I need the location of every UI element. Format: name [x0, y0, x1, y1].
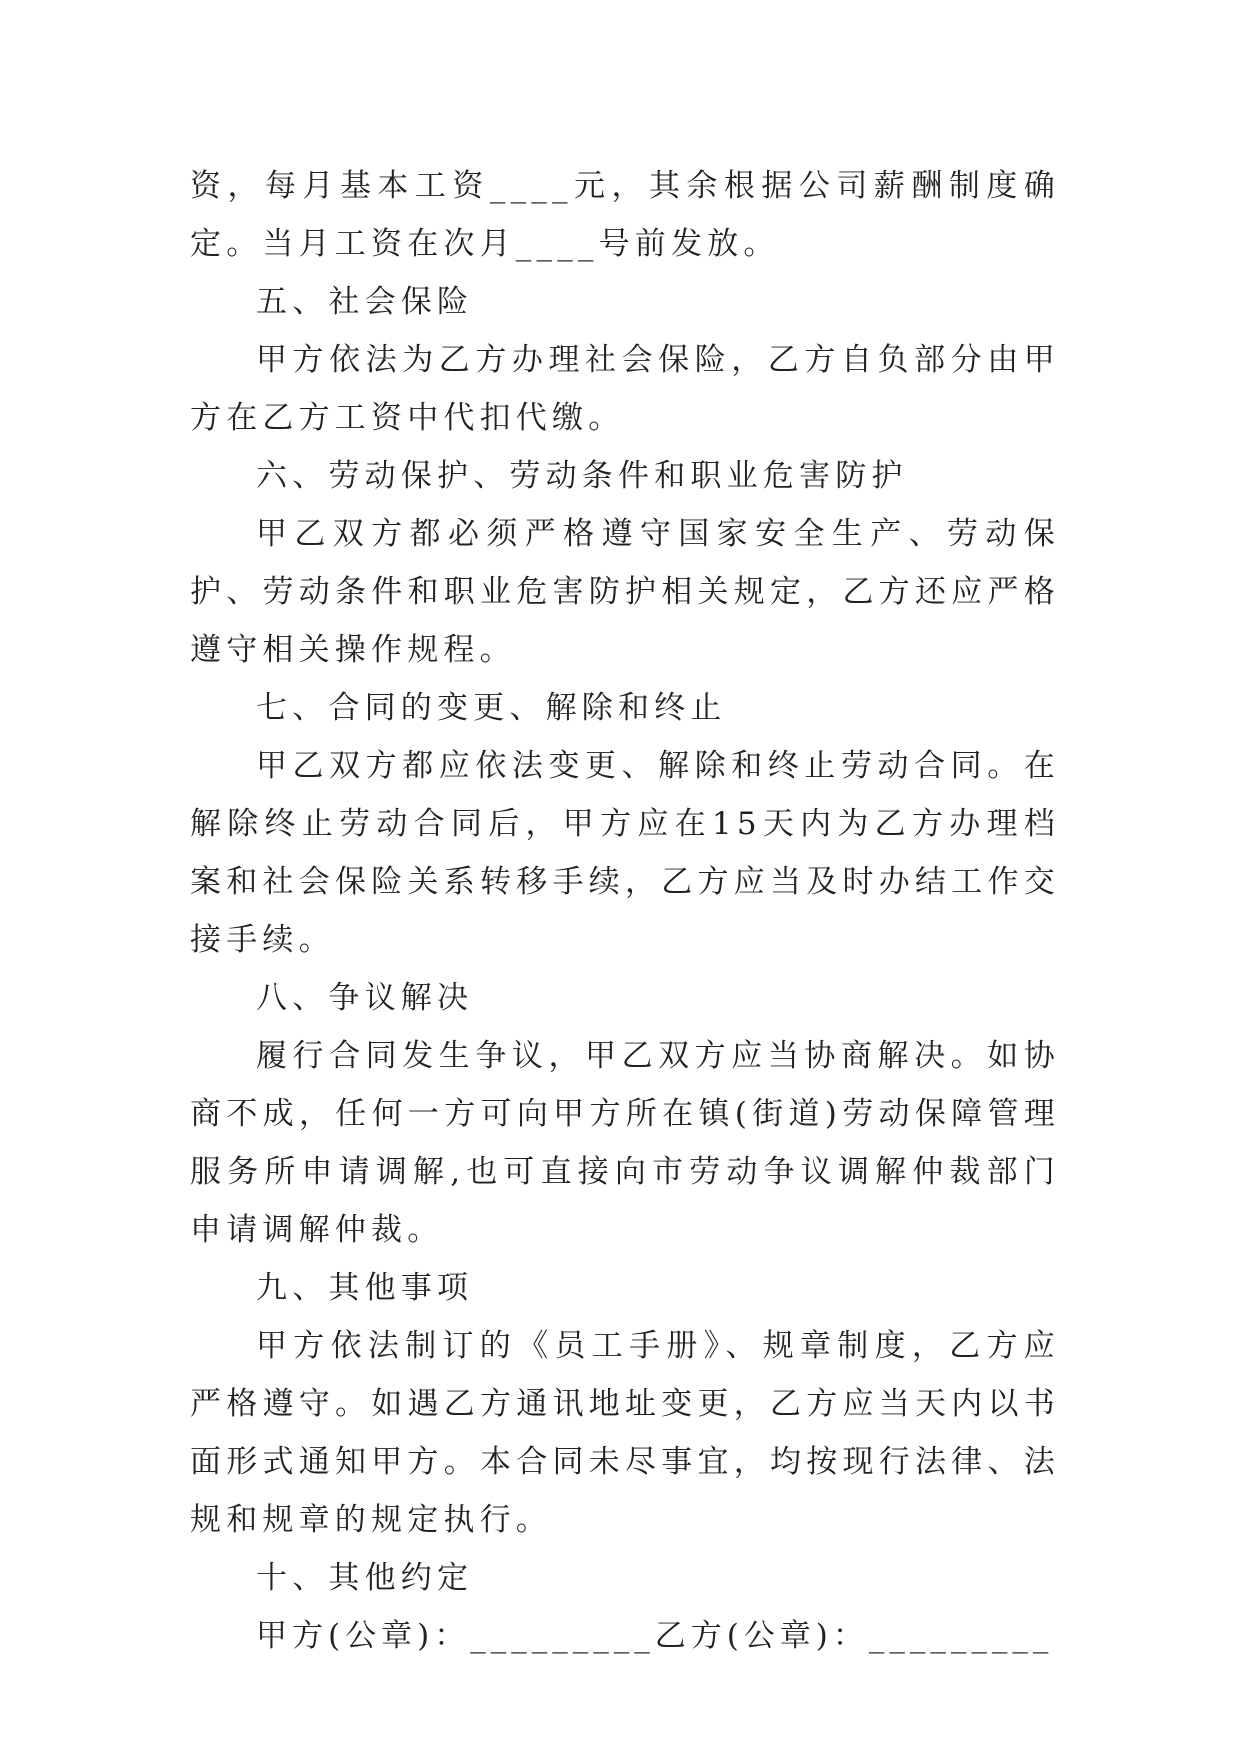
section-10-heading: 十、其他约定 [256, 1560, 474, 1596]
dispute-resolution-paragraph: 履行合同发生争议，甲乙双方应当协商解决。如协商不成，任何一方可向甲方所在镇(街道)劳动保障管理服务所申请调解,也可直接向市劳动争议调解仲裁部门申请调解仲裁。 [190, 1038, 1060, 1248]
contract-change-paragraph: 甲乙双方都应依法变更、解除和终止劳动合同。在解除终止劳动合同后，甲方应在15天内为乙方办理档案和社会保险关系转移手续，乙方应当及时办结工作交接手续。 [190, 748, 1060, 958]
salary-continuation-paragraph: 资，每月基本工资____元，其余根据公司薪酬制度确定。当月工资在次月____号前发放。 [190, 168, 1060, 262]
section-5-heading: 五、社会保险 [256, 284, 474, 320]
section-9-heading: 九、其他事项 [256, 1270, 474, 1306]
other-matters-paragraph: 甲方依法制订的《员工手册》、规章制度，乙方应严格遵守。如遇乙方通讯地址变更，乙方应当天内以书面形式通知甲方。本合同未尽事宜，均按现行法律、法规和规章的规定执行。 [190, 1328, 1060, 1538]
section-6-heading: 六、劳动保护、劳动条件和职业危害防护 [256, 458, 908, 494]
section-7-heading: 七、合同的变更、解除和终止 [256, 690, 727, 726]
contract-body [190, 157, 1060, 1665]
social-insurance-paragraph: 甲方依法为乙方办理社会保险，乙方自负部分由甲方在乙方工资中代扣代缴。 [190, 342, 1060, 436]
labor-protection-paragraph: 甲乙双方都必须严格遵守国家安全生产、劳动保护、劳动条件和职业危害防护相关规定，乙方还应严格遵守相关操作规程。 [190, 516, 1060, 668]
signature-line: 甲方(公章)：_________乙方(公章)：_________ [256, 1618, 1054, 1654]
section-8-heading: 八、争议解决 [256, 980, 474, 1016]
